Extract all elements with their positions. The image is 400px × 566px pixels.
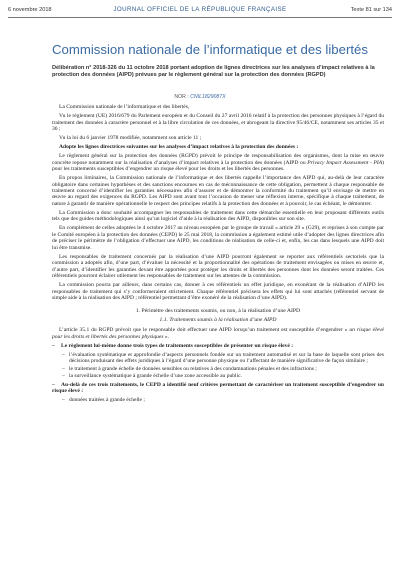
nor-reference <box>0 94 400 100</box>
dash-text: Au-delà de ces trois traitements, le CEPD a identifié neuf critères permettant de caractériser un traitement susceptible d’engendrer un risque élevé : <box>52 381 384 395</box>
subsection-heading: 1.1. Traitements soumis à la réalisation d’une AIPD <box>159 317 277 324</box>
list-item: – l’évaluation systématique et approfondie d’aspects personnels fondée sur un traitement automatisé et sur la base de laquelle sont prises des décisions produisant des effets juridiques à l’égard d’une personne physique ou l’affectant de manière significative de façon similaire ; <box>69 352 384 365</box>
header-rule <box>8 17 392 18</box>
paragraph <box>52 153 384 172</box>
list-item: – données traitées à grande échelle ; <box>69 397 384 403</box>
document-body <box>52 104 384 406</box>
paragraph: La Commission nationale de l’informatique et des libertés, <box>59 104 190 110</box>
list-item: – le traitement à grande échelle de données sensibles ou relatives à des condamnations pénales et des infractions ; <box>69 366 384 372</box>
section-heading <box>52 308 384 314</box>
dash-mark: – <box>52 381 55 388</box>
dash-text: Le règlement lui-même donne trois types de traitements susceptibles de présenter un risque élevé : <box>61 342 294 349</box>
text-run: ) pour les traitements susceptibles d’engendrer un risque élevé pour les droits et les libertés des personnes. <box>52 159 384 172</box>
text-run: Le règlement général sur la protection des données (RGPD) prévoit le principe de responsabilisation des organismes, dont la mise en œuvre concrète repose notamment sur la réalisation d’analyses d’impact relatives à la protection des données (AIPD ou <box>52 153 384 166</box>
paragraph: En propos liminaires, la Commission nationale de l’informatique et des libertés rappelle l’importance des AIPD qui, au-delà de leur caractère obligatoire dans certaines hypothèses et des sanctions encourues en cas de méconnaissance de cette obligation, permettent à chaque responsable de traitement concerné d’identifier les garanties nécessaires afin d’assurer et de démontrer la conformité du traitement qu’il envisage de mettre en œuvre au regard des exigences du RGPD. Les AIPD sont avant tout l’occasion de mener une réflexion interne, spécifique à chaque traitement, de nature à garantir de manière opérationnelle le respect des principes relatifs à la protection des données et à pouvoir, le cas échéant, le démontrer. <box>52 175 384 207</box>
text-run-italic: Privacy Impact Assessment - PIA <box>307 159 383 166</box>
paragraph: Les responsables de traitement concernés par la réalisation d’une AIPD pourront également se reporter aux référentiels sectoriels que la commission a adoptés afin, d’une part, d’évaluer la nécessité et la proportionnalité des opérations de traitement envisagées ou mises en œuvre et, d’autre part, d’identifier les garanties devant être apportées pour protéger les droits et libertés des personnes dont les données seront traitées. Ces référentiels pourront éclairer utilement les responsables de traitement sur les attentes de la commission. <box>52 253 384 280</box>
nor-value: CNIL1829087X <box>190 94 226 100</box>
paragraph-bold: Adopte les lignes directrices suivantes sur les analyses d’impact relatives à la protection des données : <box>59 144 299 151</box>
dash-item <box>52 382 384 395</box>
publication-date: 6 novembre 2018 <box>8 7 52 13</box>
paragraph: Vu le règlement (UE) 2016/679 du Parlement européen et du Conseil du 27 avril 2016 relatif à la protection des personnes physiques à l’égard du traitement des données à caractère personnel et à la libre circulation de ces données, et abrogeant la directive 95/46/CE, notamment ses articles 35 et 36 ; <box>52 113 384 132</box>
deliberation-heading: Délibération n° 2018-326 du 11 octobre 2018 portant adoption de lignes directrices sur les analyses d’impact relatives à la protection des données (AIPD) prévues par le règlement général sur la protection des données (RGPD) <box>52 65 375 78</box>
paragraph: En complément de celles adoptées le 4 octobre 2017 au niveau européen par le groupe de travail « article 29 » (G29), et reprises à son compte par le Comité européen à la protection des données (CEPD) le 25 mai 2018, la commission a également estimé utile d’adopter des lignes directrices afin de préciser le périmètre de l’obligation d’effectuer une AIPD, les conditions de réalisation de celle-ci et, enfin, les cas dans lesquels une AIPD doit lui être transmise. <box>52 225 384 251</box>
page-title: Commission nationale de l’informatique et des libertés <box>52 42 368 57</box>
text-run: L’article 35.1 du RGPD prévoit que le responsable doit effectuer une AIPD lorsqu’un traitement est susceptible d’engendrer « <box>59 327 350 334</box>
criteria-list <box>52 352 384 379</box>
text-run-italic: un risque élevé pour les droits et libertés des personnes physiques <box>52 327 384 340</box>
page-header <box>8 7 392 17</box>
dash-item <box>52 343 384 349</box>
criteria-list <box>52 397 384 403</box>
paragraph: La commission pourra par ailleurs, dans certains cas, donner à ces référentiels un effet juridique, en exonérant de la réalisation d’AIPD les responsables de traitement qui s’y conformeraient strictement. Chaque référentiel précisera les effets qui lui sont attachés (référentiel servant de simple aide à la réalisation des AIPD ; référentiel permettant d’être exonéré de la réalisation d’une AIPD). <box>52 282 384 302</box>
dash-mark: – <box>52 342 55 349</box>
nor-label: NOR : <box>174 94 191 100</box>
paragraph: Vu la loi du 6 janvier 1978 modifiée, notamment son article 11 ; <box>59 135 202 141</box>
journal-name: JOURNAL OFFICIEL DE LA RÉPUBLIQUE FRANÇAISE <box>113 6 287 13</box>
section-title: 1. Périmètre des traitements soumis, ou non, à la réalisation d’une AIPD <box>135 307 301 314</box>
paragraph: La Commission a donc souhaité accompagner les responsables de traitement dans cette démarche essentielle en leur proposant différents outils tels que des guides méthodologiques ainsi qu’un logiciel d’aide à la réalisation des AIPD, disponibles sur son site. <box>52 209 384 223</box>
list-item: – la surveillance systématique à grande échelle d’une zone accessible au public. <box>69 373 384 379</box>
paragraph <box>52 327 384 340</box>
text-run: ». <box>163 333 170 340</box>
text-number: Texte 81 sur 134 <box>350 7 392 13</box>
